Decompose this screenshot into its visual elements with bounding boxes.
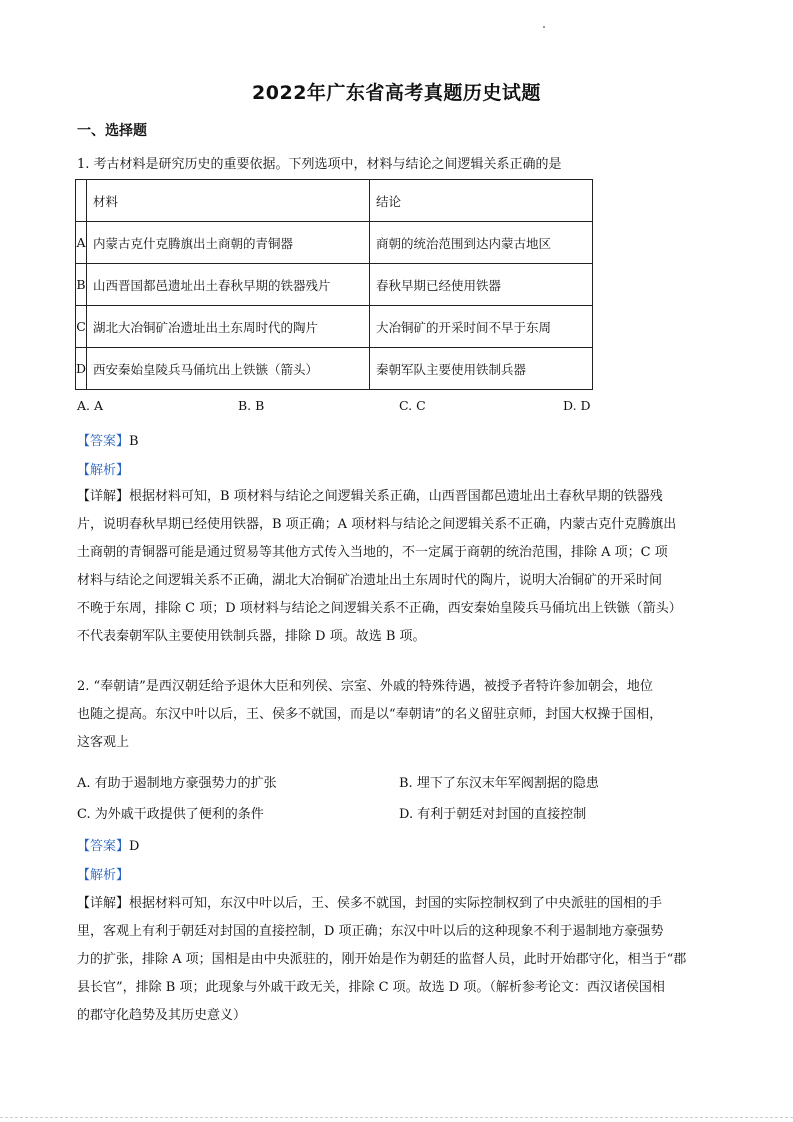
q1-table — [75, 179, 593, 390]
row-key: B — [76, 264, 87, 306]
q2-option-d: D. 有利于朝廷对封国的直接控制 — [399, 807, 587, 822]
q1-answer — [77, 430, 139, 449]
stem-line: 也随之提高。东汉中叶以后，王、侯多不就国，而是以“奉朝请”的名义留驻京师，封国大权操于国相， — [77, 707, 663, 722]
detail-line: 不代表秦朝军队主要使用铁制兵器，排除 D 项。故选 B 项。 — [77, 629, 426, 644]
detail-tag: 【详解】 — [77, 489, 130, 504]
q2-option-b: B. 埋下了东汉末年军阀割据的隐患 — [399, 776, 599, 791]
stem-line: 这客观上 — [77, 735, 130, 750]
section-heading: 一、选择题 — [77, 123, 147, 139]
row-key: D — [76, 348, 87, 390]
q1-option-c: C. C — [399, 398, 426, 413]
detail-tag: 【详解】 — [77, 896, 130, 911]
row-material: 湖北大冶铜矿冶遗址出土东周时代的陶片 — [87, 306, 370, 348]
detail-line: 县长官”，排除 B 项；此现象与外戚干政无关，排除 C 项。故选 D 项。（解析参考论文：西汉诸侯国相 — [77, 980, 665, 995]
page-bottom-divider — [0, 1117, 793, 1118]
q1-option-b: B. B — [238, 398, 265, 413]
table-row — [76, 222, 593, 264]
detail-line: 土商朝的青铜器可能是通过贸易等其他方式传入当地的，不一定属于商朝的统治范围，排除 A 项；C 项 — [77, 545, 668, 560]
row-conclusion: 大冶铜矿的开采时间不早于东周 — [370, 306, 593, 348]
stem-line: 2. “奉朝请”是西汉朝廷给予退休大臣和列侯、宗室、外戚的特殊待遇，被授予者特许参加朝会，地位 — [77, 679, 653, 694]
row-material: 西安秦始皇陵兵马俑坑出上铁镞（箭头） — [87, 348, 370, 390]
scan-speck — [543, 26, 545, 28]
table-row — [76, 306, 593, 348]
detail-line: 力的扩张，排除 A 项；国相是由中央派驻的，刚开始是作为朝廷的监督人员，此时开始郡守化，相当于“郡 — [77, 952, 687, 967]
answer-tag: 【答案】 — [77, 839, 130, 854]
detail-line — [77, 890, 717, 918]
q1-stem: 1. 考古材料是研究历史的重要依据。下列选项中，材料与结论之间逻辑关系正确的是 — [77, 157, 562, 172]
q2-analysis-tag: 【解析】 — [77, 868, 130, 883]
row-material: 山西晋国都邑遗址出土春秋早期的铁器残片 — [87, 264, 370, 306]
table-header-conclusion: 结论 — [370, 180, 593, 222]
table-header-row — [76, 180, 593, 222]
detail-line: 里，客观上有利于朝廷对封国的直接控制，D 项正确；东汉中叶以后的这种现象不利于遏制地方豪强势 — [77, 924, 664, 939]
answer-value: B — [129, 434, 139, 449]
row-conclusion: 商朝的统治范围到达内蒙古地区 — [370, 222, 593, 264]
row-conclusion: 秦朝军队主要使用铁制兵器 — [370, 348, 593, 390]
page-title: 2022年广东省高考真题历史试题 — [252, 82, 541, 104]
table-row — [76, 264, 593, 306]
q1-detail — [77, 483, 717, 651]
detail-line: 材料与结论之间逻辑关系不正确，湖北大冶铜矿冶遗址出土东周时代的陶片，说明大冶铜矿的开采时间 — [77, 573, 663, 588]
detail-line: 不晚于东周，排除 C 项；D 项材料与结论之间逻辑关系不正确，西安秦始皇陵兵马俑坑出上铁镞（箭头） — [77, 601, 682, 616]
answer-tag: 【答案】 — [77, 434, 130, 449]
q1-analysis-tag: 【解析】 — [77, 463, 130, 478]
table-row — [76, 348, 593, 390]
detail-line — [77, 483, 717, 511]
q2-detail — [77, 890, 717, 1030]
q2-option-c: C. 为外戚干政提供了便利的条件 — [77, 807, 264, 822]
row-key: C — [76, 306, 87, 348]
row-conclusion: 春秋早期已经使用铁器 — [370, 264, 593, 306]
q2-stem — [77, 673, 717, 757]
answer-value: D — [129, 839, 140, 854]
row-key: A — [76, 222, 87, 264]
q1-option-a: A. A — [77, 398, 104, 413]
detail-text: 根据材料可知，B 项材料与结论之间逻辑关系正确，山西晋国都邑遗址出土春秋早期的铁器残 — [129, 489, 663, 504]
table-header-material: 材料 — [87, 180, 370, 222]
q2-answer — [77, 835, 139, 854]
detail-text: 根据材料可知，东汉中叶以后，王、侯多不就国，封国的实际控制权到了中央派驻的国相的手 — [129, 896, 663, 911]
table-cell — [76, 180, 87, 222]
detail-line: 的郡守化趋势及其历史意义） — [77, 1008, 247, 1023]
detail-line: 片，说明春秋早期已经使用铁器，B 项正确；A 项材料与结论之间逻辑关系不正确，内蒙古克什克腾旗出 — [77, 517, 677, 532]
q2-option-a: A. 有助于遏制地方豪强势力的扩张 — [77, 776, 277, 791]
q1-option-d: D. D — [563, 398, 591, 413]
row-material: 内蒙古克什克腾旗出土商朝的青铜器 — [87, 222, 370, 264]
